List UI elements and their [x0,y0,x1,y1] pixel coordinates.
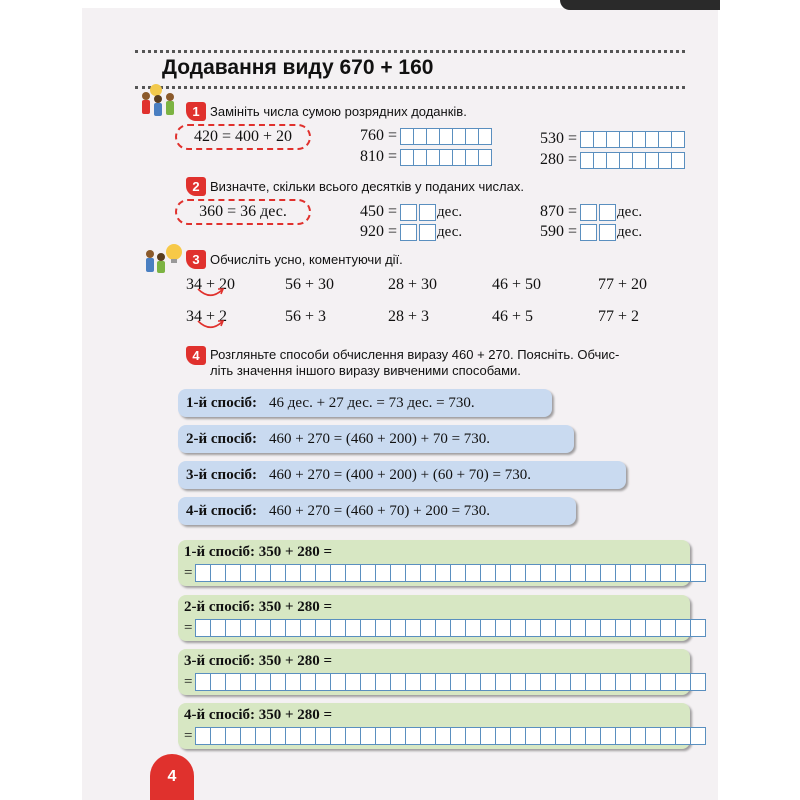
task-1-item-label: 760 = [360,127,398,144]
method-text: 460 + 270 = (460 + 200) + 70 = 730. [269,430,491,447]
unit-label: дес. [437,203,463,220]
task-3-instruction: Обчисліть усно, коментуючи дії. [210,252,403,267]
answer-cells[interactable] [400,128,491,145]
answer-cells[interactable] [195,727,705,745]
method-text: 46 дес. + 27 дес. = 73 дес. = 730. [269,394,475,411]
task-2-example: 360 = 36 дес. [175,199,311,225]
task-1-item-760 [360,127,491,145]
task-1-instruction: Замініть числа сумою розрядних доданків. [210,104,467,119]
answer-cells[interactable] [195,673,705,691]
expression: 46 + 5 [492,308,534,325]
task-2-item-label: 920 = [360,223,398,240]
task-2-item-label: 870 = [540,203,578,220]
kids-group-icon [136,82,182,122]
method-text: 460 + 270 = (400 + 200) + (60 + 70) = 730. [269,466,532,483]
answer-cells[interactable] [400,149,491,166]
method-4-box [178,497,576,525]
method-label: 4-й спосіб: [186,502,258,519]
answer-cells[interactable] [195,564,705,582]
task-4-instruction-line-2: літь значення іншого виразу вивченими способами. [210,363,521,378]
title-dotted-rule [135,86,685,89]
answer-cells[interactable] [580,152,684,169]
task-1-item-530 [540,130,684,148]
unit-label: дес. [437,223,463,240]
task-1-item-label: 810 = [360,148,398,165]
arc-arrow-icon [196,287,226,299]
task-2-instruction: Визначте, скільки всього десятків у поданих числах. [210,179,524,194]
arc-arrow-icon [196,319,226,331]
answer-cell[interactable] [599,204,616,221]
expression: 28 + 3 [388,308,430,325]
page-title: Додавання виду 670 + 160 [162,56,434,79]
method-3-box [178,461,626,489]
exercise-line: 4-й спосіб: 350 + 280 = [184,707,333,723]
answer-cells[interactable] [195,619,705,637]
exercise-1-box [178,540,690,586]
task-2-item-870 [540,203,642,221]
top-dotted-rule [135,50,685,53]
expression: 34 + 20 [186,276,236,293]
answer-cells[interactable] [580,131,684,148]
exercise-line: 1-й спосіб: 350 + 280 = [184,544,333,560]
method-label: 2-й спосіб: [186,430,258,447]
task-1-number: 1 [186,102,206,121]
expression: 34 + 2 [186,308,228,325]
answer-cell[interactable] [599,224,616,241]
task-1-item-label: 530 = [540,130,578,147]
answer-cell[interactable] [580,204,597,221]
expression: 28 + 30 [388,276,438,293]
expression: 56 + 30 [285,276,335,293]
task-2-item-label: 590 = [540,223,578,240]
task-3-number: 3 [186,250,206,269]
unit-label: дес. [617,223,643,240]
answer-cell[interactable] [400,204,417,221]
task-2-item-label: 450 = [360,203,398,220]
page-number-tab: 4 [150,754,194,800]
equals-sign: = [184,727,193,744]
equals-sign: = [184,673,193,690]
page-corner-shadow [560,0,720,10]
method-label: 3-й спосіб: [186,466,258,483]
task-1-item-label: 280 = [540,151,578,168]
expression: 77 + 20 [598,276,648,293]
equals-sign: = [184,564,193,581]
exercise-3-box [178,649,690,695]
task-1-example: 420 = 400 + 20 [175,124,311,150]
answer-cell[interactable] [400,224,417,241]
task-2-item-450 [360,203,462,221]
task-1-item-280 [540,151,684,169]
exercise-4-box [178,703,690,749]
method-text: 460 + 270 = (460 + 70) + 200 = 730. [269,502,491,519]
task-4-instruction-line-1: Розгляньте способи обчислення виразу 460 + 270. Поясніть. Обчис- [210,347,620,362]
task-2-item-590 [540,223,642,241]
answer-cell[interactable] [419,224,436,241]
method-1-box [178,389,552,417]
method-2-box [178,425,574,453]
task-1-item-810 [360,148,491,166]
method-label: 1-й спосіб: [186,394,258,411]
expression: 77 + 2 [598,308,640,325]
expression: 46 + 50 [492,276,542,293]
answer-cell[interactable] [580,224,597,241]
expression: 56 + 3 [285,308,327,325]
task-2-item-920 [360,223,462,241]
exercise-2-box [178,595,690,641]
task-2-number: 2 [186,177,206,196]
unit-label: дес. [617,203,643,220]
lightbulb-kids-icon [140,242,186,276]
answer-cell[interactable] [419,204,436,221]
exercise-line: 2-й спосіб: 350 + 280 = [184,599,333,615]
equals-sign: = [184,619,193,636]
exercise-line: 3-й спосіб: 350 + 280 = [184,653,333,669]
task-4-number: 4 [186,346,206,365]
